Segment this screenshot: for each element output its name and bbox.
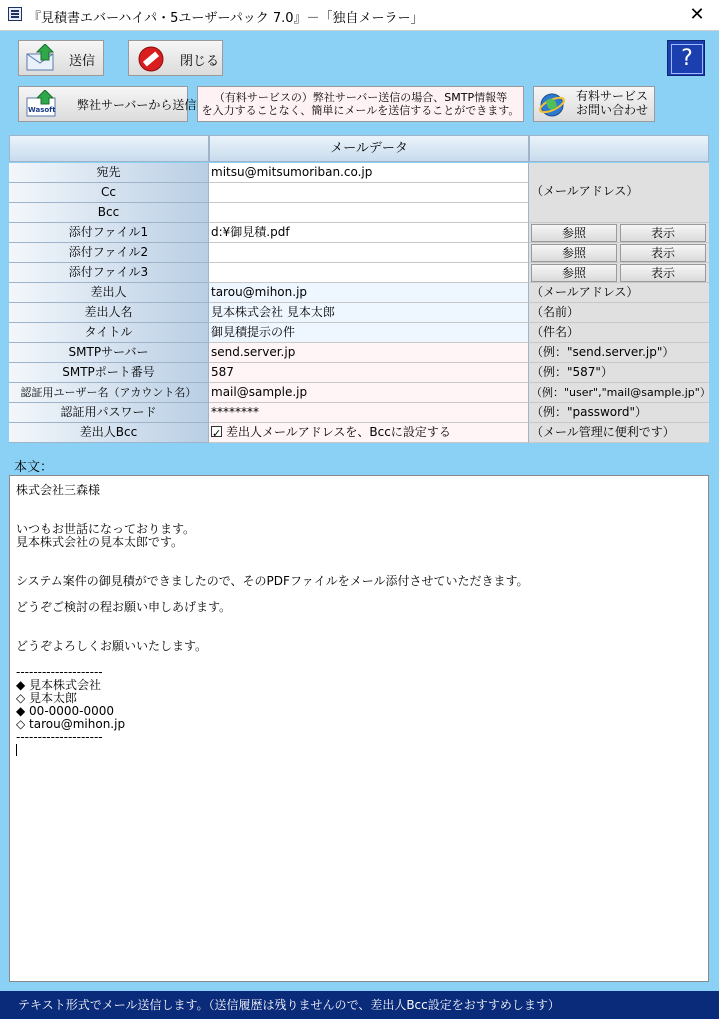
label-subject: タイトル [9,323,209,343]
smtp-server-field[interactable]: send.server.jp [209,343,529,363]
wasoft-logo-icon [23,90,59,118]
send-label: 送信 [69,54,96,69]
attachment-1-browse-button[interactable]: 参照 [531,224,617,242]
company-server-send-button[interactable] [18,86,197,122]
attachment-1-actions [529,223,709,243]
attachment-1-view-button[interactable]: 表示 [620,224,706,242]
service-info-text: （有料サービスの）弊社サーバー送信の場合、SMTP情報等 を入力することなく、簡単にメールを送信することができます。 [197,86,524,122]
wasoft-logo-text: Wasoft [28,106,56,114]
from-bcc-checkbox[interactable] [211,426,222,437]
help-button[interactable] [667,40,705,76]
auth-password-field[interactable]: ******** [209,403,529,423]
label-from-bcc: 差出人Bcc [9,423,209,443]
attachment-2-view-button[interactable]: 表示 [620,244,706,262]
label-from: 差出人 [9,283,209,303]
app-icon [8,7,22,21]
bcc-field[interactable] [209,203,529,223]
close-button[interactable] [128,40,223,76]
grid-header-maildata: メールデータ [209,135,529,162]
body-text: 株式会社三森様 いつもお世話になっております。 見本株式会社の見本太郎です。 システム案件の御見積ができましたので、そのPDFファイルをメール添付させていただきます。 どうぞご検討の程お願い申しあげます。 どうぞよろしくお願いいたします。 -------------------- ◆ 見本株式会社 ◇ 見本太郎 ◆ 00-0000-0000 ◇ tarou@mihon.jp -------------------- [16,483,529,744]
from-name-hint: （名前） [529,303,709,323]
body-label: 本文： [14,460,54,475]
label-from-name: 差出人名 [9,303,209,323]
from-hint: （メールアドレス） [529,283,709,303]
from-bcc-checkbox-label[interactable]: 差出人メールアドレスを、Bccに設定する [226,425,451,439]
attachment-3-actions [529,263,709,283]
paid-service-inquiry-button[interactable] [533,86,655,122]
attachment-2-actions [529,243,709,263]
attachment-1-field[interactable]: d:¥御見積.pdf [209,223,529,243]
paid-service-label: 有料サービス お問い合わせ [576,89,649,117]
grid-header-blank [9,135,209,162]
to-field[interactable]: mitsu@mitsumoriban.co.jp [209,163,529,183]
window-title: 『見積書エバーハイパ・5ユーザーパック 7.0』－「独自メーラー」 [28,11,424,26]
from-field[interactable]: tarou@mihon.jp [209,283,529,303]
attachment-2-browse-button[interactable]: 参照 [531,244,617,262]
label-to: 宛先 [9,163,209,183]
close-label: 閉じる [180,54,220,69]
from-bcc-hint: （メール管理に便利です） [529,423,709,443]
stop-icon [137,45,165,73]
label-attachment-3: 添付ファイル3 [9,263,209,283]
from-name-field[interactable]: 見本株式会社 見本太郎 [209,303,529,323]
label-attachment-1: 添付ファイル1 [9,223,209,243]
grid-header-blank-right [529,135,709,162]
close-window-button[interactable]: ✕ [689,4,705,25]
body-textarea[interactable] [9,475,709,982]
auth-user-field[interactable]: mail@sample.jp [209,383,529,403]
auth-password-hint: （例："password"） [529,403,709,423]
address-hint: （メールアドレス） [529,163,709,223]
status-bar: テキスト形式でメール送信します。（送信履歴は残りませんので、差出人Bcc設定をおすすめします） [0,991,719,1019]
attachment-2-field[interactable] [209,243,529,263]
send-button[interactable] [18,40,104,76]
title-bar [0,0,719,31]
smtp-port-field[interactable]: 587 [209,363,529,383]
attachment-3-browse-button[interactable]: 参照 [531,264,617,282]
auth-user-hint: （例："user","mail@sample.jp"） [529,383,709,403]
label-bcc: Bcc [9,203,209,223]
attachment-3-field[interactable] [209,263,529,283]
smtp-port-hint: （例："587"） [529,363,709,383]
label-smtp-port: SMTPポート番号 [9,363,209,383]
cc-field[interactable] [209,183,529,203]
subject-field[interactable]: 御見積提示の件 [209,323,529,343]
help-icon: ? [671,44,703,74]
internet-globe-icon [538,91,566,119]
from-bcc-cell [209,423,529,443]
label-auth-password: 認証用パスワード [9,403,209,423]
label-cc: Cc [9,183,209,203]
send-mail-icon [25,44,57,72]
text-caret [16,744,17,756]
label-attachment-2: 添付ファイル2 [9,243,209,263]
label-smtp-server: SMTPサーバー [9,343,209,363]
subject-hint: （件名） [529,323,709,343]
smtp-server-hint: （例："send.server.jp"） [529,343,709,363]
company-server-label: 弊社サーバーから送信 [77,98,197,112]
label-auth-user: 認証用ユーザー名（アカウント名） [9,383,209,403]
attachment-3-view-button[interactable]: 表示 [620,264,706,282]
